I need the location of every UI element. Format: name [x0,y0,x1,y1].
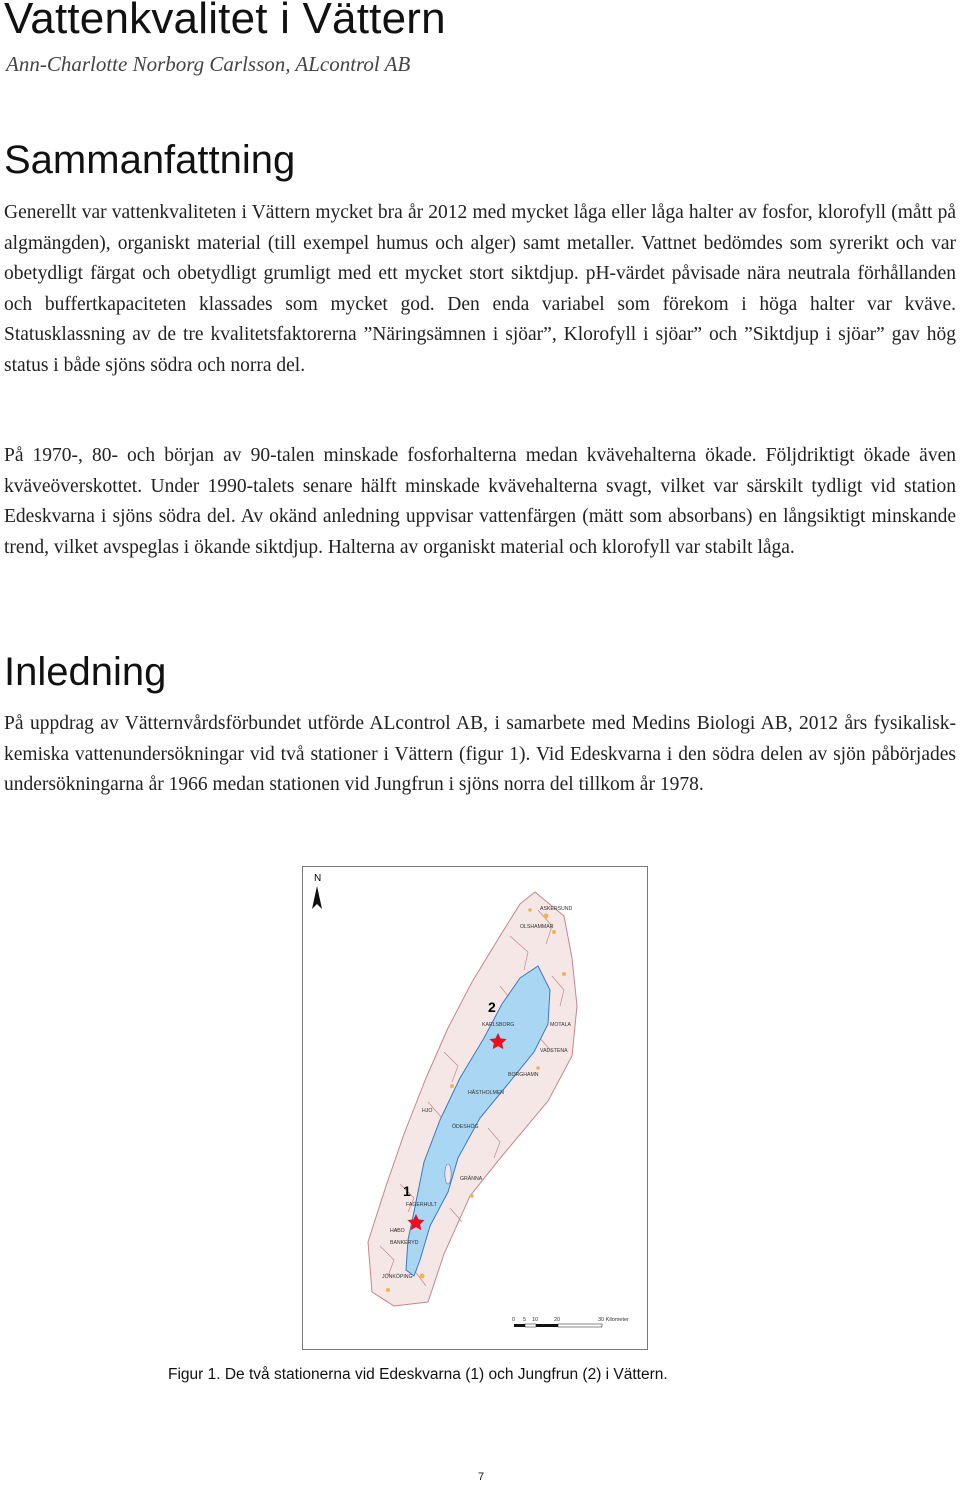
author-line: Ann-Charlotte Norborg Carlsson, ALcontrol AB [6,52,411,76]
intro-heading: Inledning [4,650,167,694]
station-2-label: 2 [488,999,496,1015]
place-label: BORGHAMN [508,1072,539,1078]
document-title: Vattenkvalitet i Vättern [4,0,446,43]
place-label: HABO [390,1228,405,1234]
place-label: MOTALA [550,1022,571,1028]
place-label: ASKERSUND [540,906,573,912]
scale-tick-label: 30 Kilometer [598,1317,629,1323]
place-label: HJO [422,1108,433,1114]
summary-paragraph-1: Generellt var vattenkvaliteten i Vättern mycket bra år 2012 med mycket låga eller låga halter av fosfor, klorofyll (mått på algmängden), organiskt material (till exempel humus och alger) samt metaller. Vattnet bedömdes som syrerikt och var obetydligt färgat och obetydligt grumligt med ett mycket stort siktdjup. pH-värdet påvisade nära neutrala förhållanden och buffertkapaciteten klassades som mycket god. Den enda variabel som förekom i höga halter var kväve. Statusklassning av de tre kvalitetsfaktorerna ”Näringsämnen i sjöar”, Klorofyll i sjöar” och ”Siktdjup i sjöar” gav hög status i både sjöns södra och norra del. [4,202,956,376]
scale-tick-label: 10 [532,1317,539,1323]
place-label: OLSHAMMAR [520,924,554,930]
figure-caption: Figur 1. De två stationerna vid Edeskvarna (1) och Jungfrun (2) i Vättern. [168,1366,668,1383]
place-label: KARLSBORG [482,1022,515,1028]
summary-paragraph-2: På 1970-, 80- och början av 90-talen minskade fosforhalterna medan kvävehalterna ökade. Följdriktigt ökade även kväveöverskottet. Under 1990-talets senare hälft minskade kvävehalterna svagt, vilket var särskilt tydligt vid station Edeskvarna i sjöns södra del. Av okänd anledning uppvisar vattenfärgen (mätt som absorbans) en långsiktigt minskande trend, vilket avspeglas i ökande siktdjup. Halterna av organiskt material och klorofyll var stabilt låga. [4,445,956,558]
summary-heading: Sammanfattning [4,138,296,182]
scale-tick-label: 0 [512,1317,516,1323]
place-label: GRÄNNA [460,1176,483,1182]
intro-paragraph: På uppdrag av Vätternvårdsförbundet utförde ALcontrol AB, i samarbete med Medins Biologi AB, 2012 års fysikalisk-kemiska vattenundersökningar vid två stationer i Vättern (figur 1). Vid Edeskvarna i den södra delen av sjön påbörjades undersökningarna år 1966 medan stationen vid Jungfrun i sjöns norra del tillkom år 1978. [4,713,956,795]
place-label: FAGERHULT [406,1202,437,1208]
place-label: HÄSTHOLMEN [468,1090,505,1096]
visingso-island [445,1164,451,1184]
scale-tick-label: 20 [554,1317,561,1323]
scale-tick-label: 5 [523,1317,527,1323]
lake-map-figure [302,866,648,1350]
station-1-label: 1 [403,1183,411,1199]
page-number: 7 [478,1471,485,1483]
place-label: ÖDESHÖG [452,1124,479,1130]
place-label: JÖNKÖPING [382,1274,413,1280]
place-label: BANKERYD [390,1240,419,1246]
north-label: N [314,873,322,884]
place-label: VADSTENA [540,1048,568,1054]
